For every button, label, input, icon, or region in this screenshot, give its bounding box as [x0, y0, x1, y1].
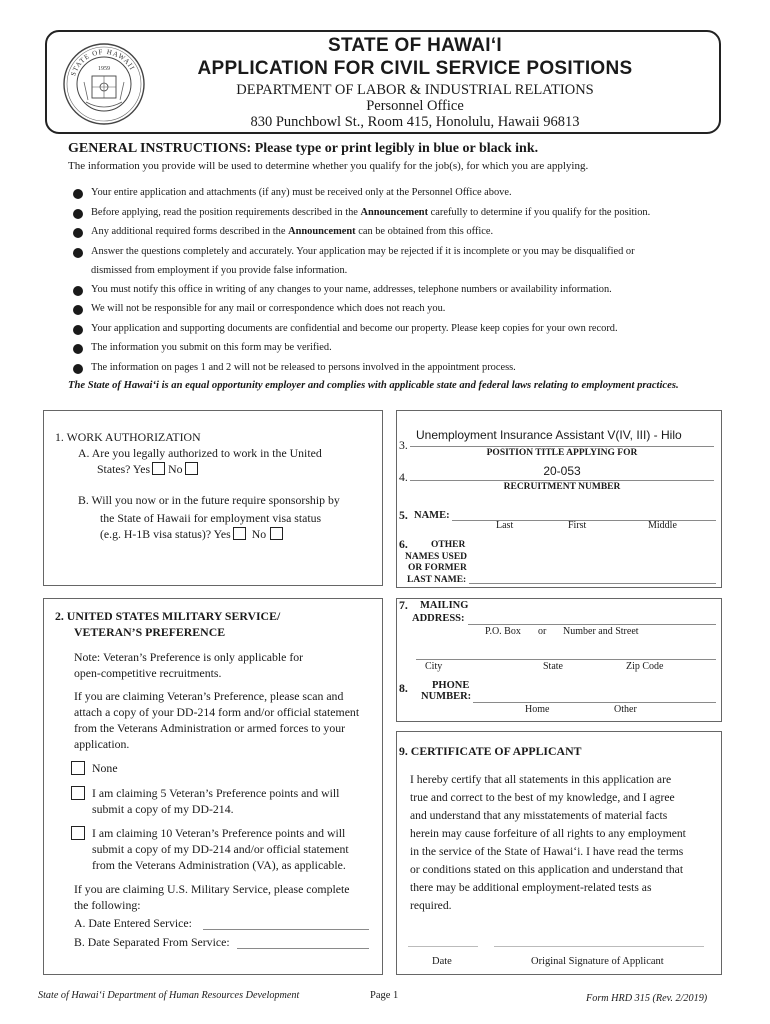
bullet-icon	[73, 228, 83, 238]
veteran-5-points-label-cont: submit a copy of my DD-214.	[92, 802, 234, 816]
veteran-claim-text: If you are claiming Veteran’s Preference, please scan and	[74, 689, 344, 703]
bullet-icon	[73, 305, 83, 315]
position-title-line	[410, 446, 714, 447]
mailing-address-label: ADDRESS:	[412, 613, 465, 624]
instruction-item: We will not be responsible for any mail or correspondence which does not reach you.	[91, 303, 446, 314]
section2-title: 2. UNITED STATES MILITARY SERVICE/	[55, 609, 281, 623]
instruction-item: The information you submit on this form may be verified.	[91, 342, 332, 353]
phone-number-label: NUMBER:	[421, 691, 472, 702]
certificate-text: I hereby certify that all statements in this application are	[410, 773, 672, 786]
phone-number-field[interactable]	[473, 702, 716, 703]
certificate-text: true and correct to the best of my knowledge, and I agree	[410, 791, 675, 804]
or-label: or	[538, 626, 547, 637]
section8-number: 8.	[399, 681, 408, 695]
general-instructions-title: GENERAL INSTRUCTIONS: Please type or print legibly in blue or black ink.	[68, 141, 539, 156]
section1-question-b-cont2: (e.g. H-1B visa status)? Yes No	[100, 527, 283, 542]
bullet-icon	[73, 344, 83, 354]
date-entered-field[interactable]	[203, 929, 369, 930]
zip-code-label: Zip Code	[626, 661, 664, 672]
recruitment-number-label: RECRUITMENT NUMBER	[503, 482, 621, 492]
section1-question-a-cont: States? Yes No	[97, 462, 198, 477]
veteran-claim-text: application.	[74, 737, 130, 751]
state-seal-icon	[62, 42, 146, 126]
certificate-title: 9. CERTIFICATE OF APPLICANT	[399, 744, 582, 758]
other-names-label: OR FORMER	[408, 563, 467, 573]
other-names-label: LAST NAME:	[407, 575, 467, 585]
date-separated-label: B. Date Separated From Service:	[74, 935, 230, 949]
work-auth-yes-checkbox[interactable]	[152, 462, 165, 475]
bullet-icon	[73, 325, 83, 335]
po-box-label: P.O. Box	[485, 626, 521, 637]
veteran-5-points-label: I am claiming 5 Veteran’s Preference points and will	[92, 786, 340, 800]
veteran-5-points-checkbox[interactable]	[71, 786, 85, 800]
instruction-item: The information on pages 1 and 2 will not be released to persons involved in the appointment process.	[91, 362, 516, 373]
office-name: Personnel Office	[366, 98, 464, 114]
middle-name-label: Middle	[648, 520, 677, 531]
recruitment-number-field[interactable]: 20-053	[543, 464, 581, 478]
phone-number-label: PHONE	[432, 680, 470, 691]
position-title-field[interactable]: Unemployment Insurance Assistant V(IV, III) - Hilo	[416, 428, 682, 442]
veteran-claim-text: attach a copy of your DD-214 form and/or official statement	[74, 705, 360, 719]
other-phone-label: Other	[614, 704, 637, 715]
certificate-text: or conditions stated on this application and understand that	[410, 863, 684, 876]
bullet-icon	[73, 364, 83, 374]
section3-number: 3.	[399, 438, 408, 452]
instruction-item: You must notify this office in writing of any changes to your name, addresses, telephone numbers or availability information.	[91, 284, 612, 295]
veteran-note: Note: Veteran’s Preference is only applicable for	[74, 650, 304, 664]
city-state-zip-field[interactable]	[416, 659, 716, 660]
sponsorship-no-checkbox[interactable]	[270, 527, 283, 540]
work-auth-no-checkbox[interactable]	[185, 462, 198, 475]
section4-number: 4.	[399, 470, 408, 484]
certificate-text: required.	[410, 899, 452, 912]
section1-question-a: A. Are you legally authorized to work in the United	[78, 446, 322, 460]
instruction-item: Answer the questions completely and accurately. Your application may be rejected if it is incomplete or you may be disqualified or	[91, 246, 635, 257]
certificate-text: herein may cause forfeiture of all rights to any employment	[410, 827, 686, 840]
date-entered-label: A. Date Entered Service:	[74, 916, 192, 930]
section1-question-b-cont: the State of Hawaii for employment visa status	[100, 511, 322, 525]
veteran-none-label: None	[92, 761, 118, 775]
veteran-none-checkbox[interactable]	[71, 761, 85, 775]
last-name-label: Last	[496, 520, 514, 531]
bullet-icon	[73, 248, 83, 258]
instruction-item: Any additional required forms described in the Announcement can be obtained from this office.	[91, 226, 494, 237]
state-label: State	[543, 661, 563, 672]
first-name-label: First	[568, 520, 587, 531]
date-label: Date	[432, 956, 452, 967]
svg-text:STATE OF HAWAII: STATE OF HAWAII	[69, 47, 137, 78]
veteran-note-cont: open-competitive recruitments.	[74, 666, 222, 680]
section6-number: 6.	[399, 537, 408, 551]
signature-label: Original Signature of Applicant	[531, 956, 664, 967]
office-address: 830 Punchbowl St., Room 415, Honolulu, Hawaii 96813	[250, 114, 580, 130]
section1-question-b: B. Will you now or in the future require sponsorship by	[78, 493, 340, 507]
page-number: Page 1	[370, 990, 399, 1001]
certificate-text: and understand that any misstatements of material facts	[410, 809, 668, 822]
sponsorship-yes-checkbox[interactable]	[233, 527, 246, 540]
military-service-text: If you are claiming U.S. Military Service, please complete	[74, 882, 350, 896]
section7-number: 7.	[399, 598, 408, 612]
date-separated-field[interactable]	[237, 948, 369, 949]
form-title: APPLICATION FOR CIVIL SERVICE POSITIONS	[197, 58, 633, 79]
department-name: DEPARTMENT OF LABOR & INDUSTRIAL RELATIONS	[236, 82, 594, 98]
footer-department: State of Hawai‘i Department of Human Resources Development	[38, 990, 300, 1001]
position-title-label: POSITION TITLE APPLYING FOR	[486, 448, 638, 458]
certificate-text: in the service of the State of Hawai‘i. I have read the terms	[410, 845, 684, 858]
other-names-label: OTHER	[431, 540, 466, 550]
svg-text:1959: 1959	[98, 66, 110, 72]
veteran-10-points-label-cont: submit a copy of my DD-214 and/or official statement	[92, 842, 349, 856]
section2-title-cont: VETERAN’S PREFERENCE	[74, 625, 226, 639]
other-names-field[interactable]	[469, 583, 716, 584]
mailing-address-field[interactable]	[468, 624, 716, 625]
other-names-label: NAMES USED	[405, 552, 468, 562]
home-phone-label: Home	[525, 704, 550, 715]
instruction-item: Before applying, read the position requirements described in the Announcement carefully to determine if you qualify for the position.	[91, 207, 651, 218]
signature-date-field[interactable]	[408, 946, 478, 947]
instruction-item-continuation: dismissed from employment if you provide false information.	[91, 265, 348, 276]
name-label: NAME:	[414, 510, 450, 521]
general-instructions-subtitle: The information you provide will be used to determine whether you qualify for the job(s), for which you are applying.	[68, 160, 589, 172]
section1-title: 1. WORK AUTHORIZATION	[55, 430, 201, 444]
street-label: Number and Street	[563, 626, 639, 637]
signature-field[interactable]	[494, 946, 704, 947]
veteran-10-points-label-cont: from the Veterans Administration (VA), as applicable.	[92, 858, 346, 872]
eoe-statement: The State of Hawai‘i is an equal opportunity employer and complies with applicable state and federal laws relating to employment practices.	[68, 380, 679, 391]
recruitment-number-line	[410, 480, 714, 481]
form-number: Form HRD 315 (Rev. 2/2019)	[586, 993, 708, 1004]
form-title-state: STATE OF HAWAI‘I	[327, 35, 503, 56]
certificate-text: there may be additional employment-related tests as	[410, 881, 652, 894]
veteran-10-points-checkbox[interactable]	[71, 826, 85, 840]
instruction-item: Your application and supporting documents are confidential and become our property. Please keep copies for your own record.	[91, 323, 618, 334]
city-label: City	[425, 661, 443, 672]
veteran-10-points-label: I am claiming 10 Veteran’s Preference points and will	[92, 826, 346, 840]
section5-number: 5.	[399, 508, 408, 522]
bullet-icon	[73, 286, 83, 296]
veteran-claim-text: from the Veterans Administration or armed forces to your	[74, 721, 346, 735]
bullet-icon	[73, 209, 83, 219]
military-service-text: the following:	[74, 898, 141, 912]
mailing-address-label: MAILING	[420, 600, 469, 611]
bullet-icon	[73, 189, 83, 199]
instruction-item: Your entire application and attachments (if any) must be received only at the Personnel Office above.	[91, 187, 512, 198]
